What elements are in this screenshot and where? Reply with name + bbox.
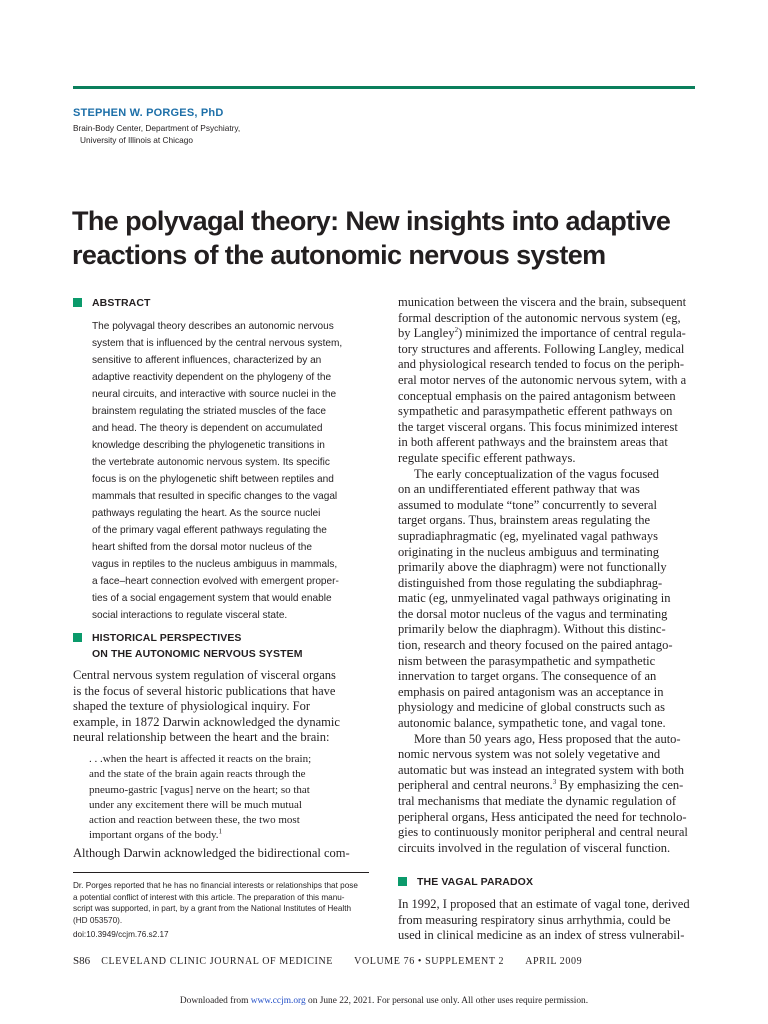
section-marker-icon — [73, 298, 82, 307]
abstract-line: of the primary vagal efferent pathways regulating the — [92, 525, 327, 536]
affiliation-line: Brain-Body Center, Department of Psychiatry, — [73, 123, 241, 133]
abstract-line: a face–heart connection evolved with emergent proper- — [92, 576, 339, 587]
abstract-line: ties of a social engagement system that would enable — [92, 593, 332, 604]
author-affiliation — [73, 122, 313, 146]
doi-text: doi:10.3949/ccjm.76.s2.17 — [73, 930, 169, 939]
abstract-line: neural circuits, and interactive with source nuclei in the — [92, 389, 337, 400]
abstract-line: brainstem regulating the striated muscles of the face — [92, 406, 326, 417]
abstract-heading: ABSTRACT — [73, 295, 151, 311]
footnote-rule — [73, 872, 369, 873]
disclosure-footnote: Dr. Porges reported that he has no financial interests or relationships that pose a potential conflict of interest with this article. The preparation of this manu- script was supported, in part, by a grant from the National Institutes of Health (HD 053570). — [73, 881, 358, 925]
reference-marker: 3 — [552, 778, 557, 787]
abstract-line: focus is on the phylogenetic shift between reptiles and — [92, 474, 334, 485]
vagal-paradox-paragraph: In 1992, I proposed that an estimate of vagal tone, derived from measuring respiratory sinus arrhythmia, could be used in clinical medicine as an index of stress vulnerabil- — [398, 897, 690, 943]
running-footer — [73, 955, 582, 967]
volume-info: VOLUME 76 • SUPPLEMENT 2 — [354, 956, 505, 967]
abstract-line: The polyvagal theory describes an autonomic nervous — [92, 321, 334, 332]
darwin-quote: . . .when the heart is affected it reacts on the brain; and the state of the brain again reacts through the pneumo-gastric [vagus] nerve on the heart; so that under any excitement there will be much mutual action and reaction between these, the two most important organs of the body.$^1$ — [89, 753, 312, 842]
journal-name: CLEVELAND CLINIC JOURNAL OF MEDICINE — [101, 956, 334, 967]
vagal-paradox-heading: THE VAGAL PARADOX — [398, 874, 533, 890]
abstract-line: knowledge describing the phylogenetic transitions in — [92, 440, 325, 451]
affiliation-line: University of Illinois at Chicago — [80, 135, 193, 145]
section-marker-icon — [398, 877, 407, 886]
page-number: S86 — [73, 955, 91, 967]
header-rule — [73, 86, 695, 89]
abstract-line: vagus in reptiles to the nucleus ambiguus in mammals, — [92, 559, 338, 570]
title-line: reactions of the autonomic nervous system — [72, 240, 606, 270]
download-notice: Downloaded from www.ccjm.org on June 22, 2021. For personal use only. All other uses require permission. — [179, 996, 589, 1006]
reference-marker: 2 — [454, 326, 459, 335]
abstract-line: heart shifted from the dorsal motor nucleus of the — [92, 542, 312, 553]
abstract-line: the vertebrate autonomic nervous system. Its specific — [92, 457, 330, 468]
historical-paragraph: Central nervous system regulation of visceral organs is the focus of several historic publications that have shaped the texture of physiological inquiry. For example, in 1872 Darwin acknowledged the dynamic neural relationship between the heart and the brain: — [73, 668, 340, 745]
author-name: STEPHEN W. PORGES, PhD — [73, 107, 224, 119]
historical-paragraph-continued: Although Darwin acknowledged the bidirectional com- — [73, 846, 350, 860]
abstract-line: and head. The theory is dependent on accumulated — [92, 423, 323, 434]
abstract-line: system that is influenced by the central nervous system, — [92, 338, 343, 349]
ccjm-link[interactable]: www.ccjm.org — [250, 996, 306, 1006]
reference-marker: 1 — [218, 827, 223, 836]
section-marker-icon — [73, 633, 82, 642]
abstract-text — [92, 318, 372, 624]
abstract-line: mammals that resulted in specific changes to the vagal — [92, 491, 338, 502]
historical-heading: HISTORICAL PERSPECTIVES ON THE AUTONOMIC NERVOUS SYSTEM — [73, 630, 303, 662]
abstract-line: adaptive reactivity dependent on the phylogeny of the — [92, 372, 332, 383]
abstract-line: pathways regulating the heart. As the source nuclei — [92, 508, 321, 519]
issue-date: APRIL 2009 — [525, 956, 583, 967]
title-line: The polyvagal theory: New insights into adaptive — [72, 206, 671, 236]
abstract-line: sensitive to afferent influences, characterized by an — [92, 355, 322, 366]
right-column-text: munication between the viscera and the brain, subsequent formal description of the autonomic nervous system (eg, by Langley$^2$) minimized the importance of central regula- tory structures and afferents. Following Langley, medical and physiological research tended to focus on the periph- eral motor nerves of the autonomic nervous sytem, with a conceptual emphasis on the paired antagonism between sympathetic and parasympathetic efferent pathways on the target visceral organs. This focus minimized interest in both afferent pathways and the brainstem areas that regulate specific efferent pathways. The early conceptualization of the vagus focused on an undifferentiated efferent pathway that was assumed to modulate “tone” concurrently to several target organs. Thus, brainstem areas regulating the supradiaphragmatic (eg, myelinated vagal pathways originating in the nucleus ambiguus and terminating primarily above the diaphragm) were not functionally distinguished from those regulating the subdiaphrag- matic (eg, unmyelinated vagal pathways originating in the dorsal motor nucleus of the vagus and terminating primarily below the diaphragm). Without this distinc- tion, research and theory focused on the paired antago- nism between the parasympathetic and sympathetic innervation to target organs. The consequence of an emphasis on paired antagonism was an acceptance in physiology and medicine of global constructs such as autonomic balance, sympathetic tone, and vagal tone. More than 50 years ago, Hess proposed that the auto- nomic nervous system was not solely vegetative and automatic but was instead an integrated system with both peripheral and central neurons.$^3$ By emphasizing the cen- tral mechanisms that mediate the dynamic regulation of peripheral organs, Hess anticipated the need for technolo- gies to continuously monitor peripheral and central neural circuits involved in the regulation of visceral function. — [398, 295, 688, 855]
abstract-line: social interactions to regulate visceral state. — [92, 610, 288, 621]
article-title — [72, 204, 712, 272]
